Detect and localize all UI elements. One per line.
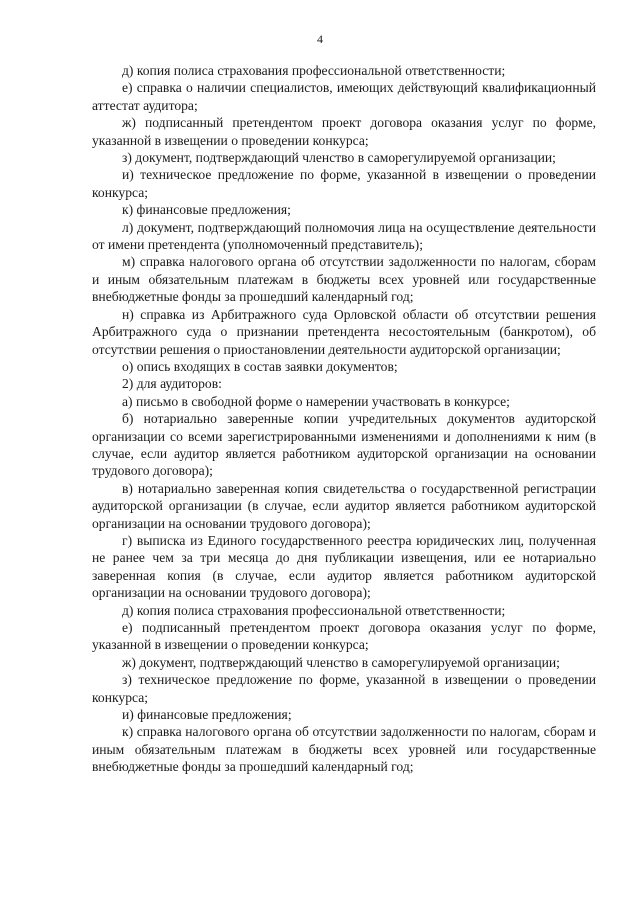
- list-item: и) финансовые предложения;: [122, 707, 292, 723]
- list-item: и) техническое предложение по форме, указанной в извещении о проведении конкурса;: [92, 167, 596, 200]
- list-item: д) копия полиса страхования профессиональной ответственности;: [122, 602, 506, 618]
- list-item: д) копия полиса страхования профессиональной ответственности;: [122, 63, 506, 78]
- body-text: [92, 62, 596, 776]
- list-item: н) справка из Арбитражного суда Орловской области об отсутствии решения Арбитражного суда о признании претендента несостоятельным (банкротом), об отсутствии решения о приостановлении деятельности аудиторской организации;: [92, 306, 596, 357]
- list-item: е) подписанный претендентом проект договора оказания услуг по форме, указанной в извещении о проведении конкурса;: [92, 620, 596, 653]
- list-item: о) опись входящих в состав заявки документов;: [122, 358, 398, 374]
- list-item: б) нотариально заверенные копии учредительных документов аудиторской организации со всеми зарегистрированными изменениями и дополнениями к ним (в случае, если аудитор является работником аудиторской организации на основании трудового договора);: [92, 411, 596, 479]
- list-item: г) выписка из Единого государственного реестра юридических лиц, полученная не ранее чем за три месяца до дня публикации извещения, или ее нотариально заверенная копия (в случае, если аудитор является работником аудиторской организации на основании трудового договора);: [92, 532, 596, 601]
- list-item: к) финансовые предложения;: [122, 202, 291, 218]
- list-item: е) справка о наличии специалистов, имеющих действующий квалификационный аттестат аудитора;: [92, 80, 596, 113]
- list-item: ж) подписанный претендентом проект договора оказания услуг по форме, указанной в извещении о проведении конкурса;: [92, 115, 596, 148]
- list-item: м) справка налогового органа об отсутствии задолженности по налогам, сборам и иным обязательным платежам в бюджеты всех уровней или государственные внебюджетные фонды за прошедший календарный год;: [92, 254, 596, 305]
- section-heading: 2) для аудиторов:: [122, 376, 222, 392]
- list-item: з) документ, подтверждающий членство в саморегулируемой организации;: [122, 150, 556, 166]
- list-item: ж) документ, подтверждающий членство в саморегулируемой организации;: [122, 654, 560, 670]
- list-item: з) техническое предложение по форме, указанной в извещении о проведении конкурса;: [92, 672, 596, 705]
- list-item: л) документ, подтверждающий полномочия лица на осуществление деятельности от имени претендента (уполномоченный представитель);: [92, 219, 596, 253]
- list-item: в) нотариально заверенная копия свидетельства о государственной регистрации аудиторской организации (в случае, если аудитор является работником аудиторской организации на основании трудового договора);: [92, 480, 596, 531]
- list-item: к) справка налогового органа об отсутствии задолженности по налогам, сборам и иным обязательным платежам в бюджеты всех уровней или государственные внебюджетные фонды за прошедший календарный год;: [92, 724, 596, 775]
- list-item: а) письмо в свободной форме о намерении участвовать в конкурсе;: [122, 393, 510, 409]
- page-number: 4: [317, 32, 323, 46]
